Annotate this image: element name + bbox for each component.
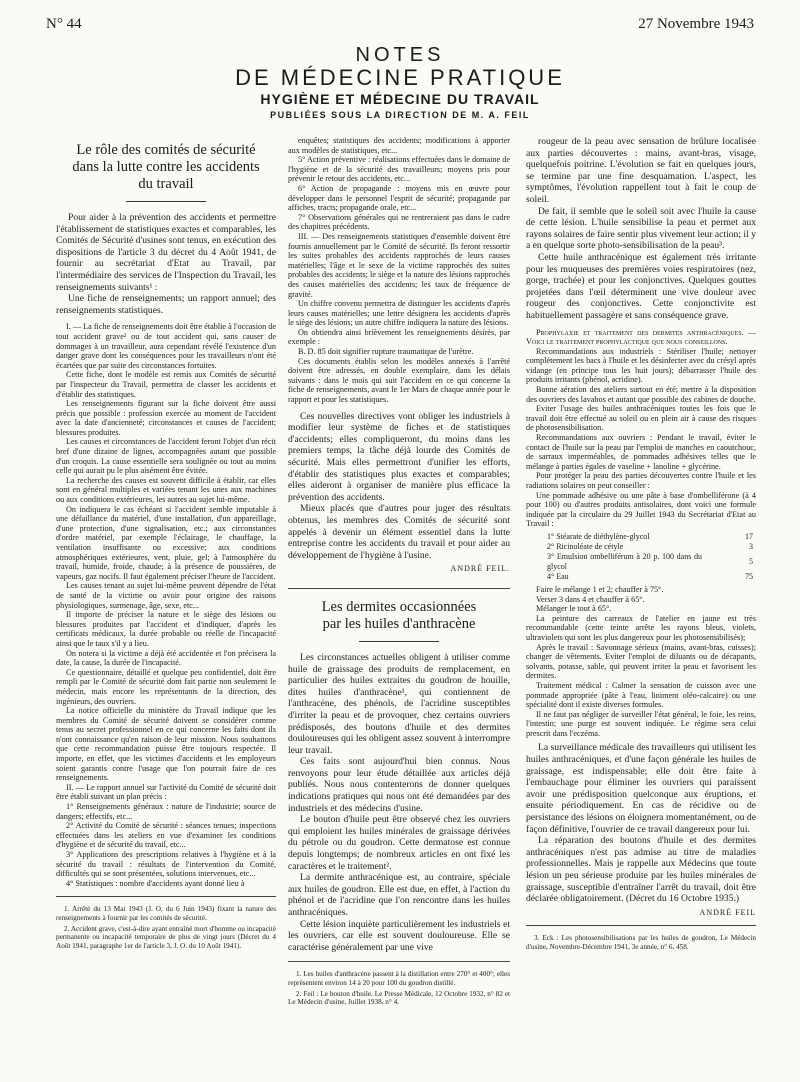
paragraph: Cette fiche, dont le modèle est remis aux Comités de sécurité par l'inspecteur du Travail, permettra de classer les accidents et d'établir des statistiques. — [56, 370, 276, 399]
formula-item: 1° Stéarate de diéthylène-glycol — [547, 531, 650, 541]
paragraph: Pour protéger la peau des parties découvertes contre l'huile et les radiations solaires on peut conseiller : — [526, 471, 756, 490]
article1-intro — [56, 212, 276, 316]
paragraph: Faire le mélange 1 et 2; chauffer à 75°. — [536, 584, 664, 594]
paragraph: 4° Statistiques : nombre d'accidents ayant donné lieu à — [66, 878, 245, 888]
footnotes — [288, 970, 510, 1006]
article2-body — [288, 652, 510, 953]
paragraph: Verser 3 dans 4 et chauffer à 65°. — [536, 594, 645, 604]
paragraph: La surveillance médicale des travailleurs qui utilisent les huiles anthracéniques, et d'une façon générale les huiles de graissage, est indispensable; elle doit être faite à l'embauchage pour éliminer les ouvriers qui paraissent avoir une prédisposition quelconque aux éruptions, et ensuite périodiquement. En cas de récidive ou de persistance des lésions on éloignera momentanément, ou de façon définitive, l'ouvrier de ce travail dangereux pour lui. — [526, 742, 756, 835]
footnote: 3. Eck : Les photosensibilisations par les huiles de goudron, Le Médecin d'usine, Novembre-Décembre 1941, 3e année, n° 6, 458. — [526, 934, 756, 951]
paragraph: Un chiffre convenu permettra de distinguer les accidents d'après leurs causes matérielles; une lettre désignera les accidents d'après le siège des lésions; un autre chiffre indiquera la nature des lésions. — [288, 299, 510, 328]
paragraph: Cette huile anthracénique est également très irritante pour les muqueuses des premières voies respiratoires (nez, gorge, trachée) et pour les conjonctives. Quelques gouttes projetées dans l'œil déterminent une vive douleur avec rougeur des conjonctives. Cette conjonctivite est habituellement passagère et sans conséquence grave. — [526, 251, 756, 321]
masthead-line2: DE MÉDECINE PRATIQUE — [235, 65, 565, 90]
paragraph: La réparation des boutons d'huile et des dermites anthracéniques n'est pas admise au titre de maladies professionnelles. Mais je rappelle aux Médecins que toute lésion un peu sérieuse produite par les huiles minérales de graissage, susceptible d'entraîner l'arrêt du travail, doit être déclarée obligatoirement. (Décret du 16 Octobre 1935.) — [526, 835, 756, 905]
article2-title-line2: par les huiles d'anthracène — [322, 615, 476, 632]
article1-signature: ANDRÉ FEIL. — [450, 564, 510, 574]
paragraph: enquêtes; statistiques des accidents; modifications à apporter aux modèles de statistiques, etc... — [288, 136, 510, 155]
paragraph: Il ne faut pas négliger de surveiller l'état général, le foie, les reins, l'intestin; une purge est souvent indiquée. Le régime sera celui prescrit dans l'eczéma. — [526, 709, 756, 738]
formula-item: 3° Emulsion ombelliférum à 20 p. 100 dans du glycol — [547, 551, 702, 571]
paragraph: De fait, il semble que le soleil soit avec l'huile la cause de cette lésion. L'huile sensibilise la peau et permet aux rayons solaires de faire sentir plus vivement leur action; il y a en quelque sorte photo-sensibilisation de la peau³. — [526, 205, 756, 252]
column-1 — [56, 136, 276, 1056]
paragraph: Les circonstances actuelles obligent à utiliser comme huile de graissage des produits de remplacement, en particulier des huiles extraites du goudron de houille, dites huiles d'anthracène¹, qui contiennent de l'anthracène, des phénols, de l'acridine susceptibles d'irriter la peau et de provoquer, chez certains ouvriers prédisposés, des boutons d'huile et des dermites douloureuses qui les obligent assez souvent à interrompre leur travail. — [288, 651, 510, 756]
paragraph: Mélanger le tout à 65°. — [536, 604, 612, 614]
paragraph: Recommandations aux ouvriers : Pendant le travail, éviter le contact de l'huile sur la peau par l'emploi de manches en caoutchouc, de sarraux imperméables, de pommades adhésives telles que le mélange à parties égales de vaseline + lanoline + glycérine. — [526, 433, 756, 471]
article2-conclusion — [526, 742, 756, 904]
footnote: 2. Feil : Le bouton d'huile. Le Presse Médicale, 12 Octobre 1932, n° 82 et Le Médecin d'usine, Juillet 1938, n° 4. — [288, 989, 510, 1007]
paragraph: III. — Des renseignements statistiques d'ensemble doivent être fournis annuellement par le Comité de sécurité. Ils feront ressortir les suites probables des accidents rapprochés de leurs causes matérielles; l'âge et le sexe de la victime rapprochés des suites probables des accidents; le siège et la nature des lésions rapprochés des causes matérielles des accidents; les taux de fréquence de gravité. — [288, 231, 510, 299]
footnotes — [526, 934, 756, 951]
issue-date: 27 Novembre 1943 — [638, 16, 754, 32]
article2-title — [288, 599, 510, 633]
article1-title-line1: Le rôle des comités de sécurité — [76, 142, 256, 158]
paragraph: On obtiendra ainsi brièvement les renseignements désirés, par exemple : — [288, 327, 510, 347]
article1-title-line2: dans la lutte contre les accidents — [72, 159, 260, 175]
title-rule — [359, 641, 439, 642]
paragraph: Mieux placés que d'autres pour juger des résultats obtenus, les membres des Comités de sécurité sont appelés à devenir un élément essentiel dans la lutte entreprise contre les accidents du travail et pour aider au développement de l'hygiène à l'usine. — [288, 503, 510, 561]
column-2 — [288, 136, 510, 1056]
masthead-line4: PUBLIÉES SOUS LA DIRECTION DE M. A. FEIL — [270, 110, 530, 120]
formula-qty: 5 — [749, 556, 753, 566]
article-separator — [288, 588, 510, 589]
paragraph: La dermite anthracénique est, au contraire, spéciale aux huiles de goudron. Elle est due, en effet, à l'action du phénol et de l'acridine que l'on rencontre dans les huiles anthracéniques. — [288, 872, 510, 918]
article1-conclusion — [288, 411, 510, 562]
paragraph: II. — Le rapport annuel sur l'activité du Comité de sécurité doit être établi suivant un plan précis : — [56, 782, 276, 802]
formula-item: 2° Ricinoléate de cétyle — [547, 541, 624, 551]
article2-title-line1: Les dermites occasionnées — [321, 598, 477, 615]
paragraph: Les causes tenant au sujet lui-même peuvent dépendre de l'état de santé de la victime ou avoir pour origine des raisons physiologiques, surmenage, âge, sexe, etc... — [56, 581, 276, 610]
column-3 — [526, 136, 756, 1056]
masthead — [0, 44, 800, 122]
paragraph: Une fiche de renseignements; un rapport annuel; des renseignements statistiques. — [56, 293, 276, 316]
paragraph: 3° Applications des prescriptions relatives à l'hygiène et à la sécurité du travail : résultats de l'intervention du Comité, difficultés qui se sont présentées, solutions intervenues, etc... — [56, 850, 276, 879]
masthead-line3: HYGIÈNE ET MÉDECINE DU TRAVAIL — [260, 91, 540, 107]
paragraph: On notera si la victime a déjà été accidentée et l'on précisera la date, la cause, la durée de l'incapacité. — [56, 648, 276, 668]
paragraph: 2° Activité du Comité de sécurité : séances tenues; inspections effectuées dans les ateliers en vue d'examiner les conditions d'hygiène et de sécurité du travail, etc... — [56, 821, 276, 850]
paragraph: Cette lésion inquiète particulièrement les industriels et les ouvriers, car elle est souvent douloureuse. Elle se caractérise généralement par une vive — [288, 918, 510, 953]
title-rule — [126, 201, 206, 202]
paragraph: Ces documents établis selon les modèles annexés à l'arrêté doivent être adressés, en double exemplaire, dans les délais suivants : dans le mois qui suit l'accident en ce qui concerne la fiche de renseignements, avant le 1er Mars de chaque année pour le rapport et pour les statistiques. — [288, 356, 510, 405]
paragraph: 7° Observations générales qui ne rentreraient pas dans le cadre des chapitres précédents. — [288, 212, 510, 232]
footnote-rule — [526, 925, 756, 926]
paragraph: 6° Action de propagande : moyens mis en œuvre pour développer dans le personnel l'esprit de sécurité; propagande par affiches, tracts; propagande orale, etc... — [288, 183, 510, 213]
footnote-rule — [56, 896, 276, 897]
paragraph: On indiquera le cas échéant si l'accident semble imputable à une défaillance du matériel, d'une installation, d'un appareillage, d'une protection, d'une signalisation, etc.; aux circonstances d'ordre matériel, par exemple l'éclairage, le chauffage, la ventilation insuffisante ou excessive; aux conditions atmosphériques extérieures, vent, pluie, gel; à l'atmosphère du travail, humide, froide, chaude; à la présence de poussières, de vapeurs, gaz nocifs. Il faut également préciser l'heure de l'accident. — [56, 504, 276, 581]
footnote: 1. Les huiles d'anthracène passent à la distillation entre 270° et 400°; elles représentent environ 14 à 20 pour 100 du goudron distillé. — [288, 970, 510, 987]
paragraph: La notice officielle du ministère du Travail indique que les membres du Comité de sécurité doivent se considérer comme tenus au secret professionnel en ce qui concerne les faits dont ils n'ont connaissance qu'en raison de leur mission. Nous souhaitons que cette recommandation puisse être toujours respectée. Il importe, en effet, que les victimes d'accidents et les employeurs soient garantis contre l'usage que l'on pourrait faire de ces renseignements. — [56, 706, 276, 783]
footnote: 2. Accident grave, c'est-à-dire ayant entraîné mort d'homme ou incapacité permanente ou incapacité temporaire de plus de vingt jours (Décret du 4 Août 1941, paragraphe 1er de l'article 3, J. O. du 10 Août 1941). — [56, 924, 276, 950]
formula-qty: 75 — [745, 571, 753, 581]
paragraph: rougeur de la peau avec sensation de brûlure localisée aux parties découvertes : mains, avant-bras, visage, quelquefois poitrine. L'évolution se fait en quelques jours, se termine par une fine desquamation. L'aspect, les symptômes, l'évolution rappellent tout à fait le coup de soleil. — [526, 136, 756, 205]
paragraph: Eviter l'usage des huiles anthracéniques toutes les fois que le travail doit être effectué au soleil ou en plein air à cause des risques de photosensibilisation. — [526, 404, 756, 433]
paragraph: Les renseignements figurant sur la fiche doivent être aussi précis que possible : profession exercée au moment de l'accident avec la date d'ancienneté; circonstances et causes de l'accident; blessures produites. — [56, 399, 276, 437]
paragraph: Ces nouvelles directives vont obliger les industriels à modifier leur système de fiches et de statistiques d'accidents; elles compliqueront, du moins dans les premiers temps, la tâche déjà lourde des Comités de sécurité. Mais elles permettront d'unifier les efforts, d'établir des statistiques plus exactes et comparables; elles aideront à organiser de manière plus efficace la prévention des accidents. — [288, 410, 510, 503]
paragraph: La peinture des carreaux de l'atelier en jaune est très recommandable (cette teinte arrête les rayons bleus, violets, ultraviolets qui sont les plus dangereux pour les photosensibilisés); — [526, 613, 756, 642]
formula-row — [544, 542, 756, 552]
formula-table — [544, 532, 756, 582]
formula-row — [544, 572, 756, 582]
formula-row — [544, 552, 756, 572]
paragraph: Une pommade adhésive ou une pâte à base d'ombelliférone (à 4 pour 100) ou d'autres produits antisolaires, dont voici une formule indiquée par la circulaire du 29 Juillet 1943 du Secrétariat d'Etat au Travail : — [526, 490, 756, 529]
page-header — [46, 14, 754, 36]
article2-signature: ANDRÉ FEIL — [699, 907, 756, 917]
paragraph: Après le travail : Savonnage sérieux (mains, avant-bras, cuisses); changer de vêtements. Eviter l'emploi de diluants ou de décapants, solvants, potasse, sable, qui peuvent irriter la peau et favorisent les dermites. — [526, 642, 756, 681]
paragraph: Ce questionnaire, détaillé et quelque peu confidentiel, doit être rempli par le Comité de sécurité dont fait partie non seulement le médecin, mais encore les représentants de la direction, des ingénieurs, des ouvriers. — [56, 667, 276, 706]
paragraph: Recommandations aux industriels : Stériliser l'huile; nettoyer complètement les bacs à l'huile et les désinfecter avec du crésyl après vidange (en principe tous les huit jours); débarrasser l'huile des produits irritants (phénol, acridine). — [526, 346, 756, 385]
formula-item: 4° Eau — [547, 571, 569, 581]
article1-title — [56, 142, 276, 193]
paragraph: 5° Action préventive : réalisations effectuées dans le domaine de l'hygiène et de la sécurité des travailleurs; moyens pris pour prévenir le retour des accidents, etc... — [288, 155, 510, 184]
paragraph: Bonne aération des ateliers surtout en été; mettre à la disposition des ouvriers des lavabos et autant que possible des cabines de douche. — [526, 385, 756, 404]
section-heading: Prophylaxie et traitement des dermites anthracéniques. — Voici le traitement prophylactique que nous conseillons. — [526, 327, 756, 347]
paragraph: Traitement médical : Calmer la sensation de cuisson avec une pommade appropriée (pâte à l'eau, liniment oléo-calcaire) ou une spécialité dont il existe diverses formules. — [526, 680, 756, 710]
formula-qty: 3 — [749, 541, 753, 551]
formula-qty: 17 — [745, 531, 753, 541]
paragraph: B. D. 85 doit signifier rupture traumatique de l'urètre. — [298, 347, 474, 357]
paragraph: La recherche des causes est souvent difficile à établir, car elles sont en général multiples et variées tenant les unes aux machines ou aux conditions extérieures, les autres au sujet lui-même. — [56, 475, 276, 505]
footnote: 1. Arrêté du 13 Mai 1943 (J. O. du 6 Juin 1943) fixant la nature des renseignements à fournir par les comités de sécurité. — [56, 905, 276, 922]
paragraph: Ces faits sont aujourd'hui bien connus. Nous renvoyons pour leur étude détaillée aux articles déjà publiés. Nous nous contenterons de donner quelques indications pratiques qui nous ont été demandées par des industriels et des médecins d'usine. — [288, 756, 510, 814]
paragraph: Pour aider à la prévention des accidents et permettre l'établissement de statistiques exactes et comparables, les Comités de Sécurité d'usines sont tenus, en exécution des dispositions de l'article 3 du décret du 4 Août 1941, de fournir au secrétariat d'Etat au Travail, par l'intermédiaire des services de l'Inspection du Travail, les renseignements suivants¹ : — [56, 212, 276, 293]
masthead-line1: NOTES — [355, 44, 445, 66]
paragraph: I. — La fiche de renseignements doit être établie à l'occasion de tout accident grave² ou de tout accident qui, sans causer de dommages à un travailleur, aura cependant révélé l'existence d'un danger grave dont les conséquences pour les travailleurs n'ont été écartées que par suite des circonstances fortuites. — [56, 322, 276, 370]
paragraph: 1° Renseignements généraux : nature de l'industrie; source de dangers; effectifs, etc... — [56, 802, 276, 821]
footnote-rule — [288, 961, 510, 962]
footnotes — [56, 905, 276, 950]
article2-continued — [526, 136, 756, 322]
paragraph: Le bouton d'huile peut être observé chez les ouvriers qui emploient les huiles minérales de graissage dérivées du pétrole ou du goudron. Cette dermatose est connue depuis longtemps; de nombreux articles en ont fixé les caractères et le traitement². — [288, 814, 510, 872]
paragraph: Il importe de préciser la nature et le siège des lésions ou blessures produites par l'accident et d'indiquer, d'après les certificats médicaux, la durée probable ou réelle de l'incapacité ainsi que le taux s'il y a lieu. — [56, 610, 276, 648]
formula-row — [544, 532, 756, 542]
paragraph: Les causes et circonstances de l'accident feront l'objet d'un récit bref d'une dizaine de lignes, accompagnées autant que possible d'un croquis. La cause essentielle sera soulignée ou tout au moins celle qui aurait pu le plus aisément être évitée. — [56, 437, 276, 476]
issue-number: N° 44 — [46, 16, 82, 32]
article1-title-line3: du travail — [138, 176, 194, 192]
